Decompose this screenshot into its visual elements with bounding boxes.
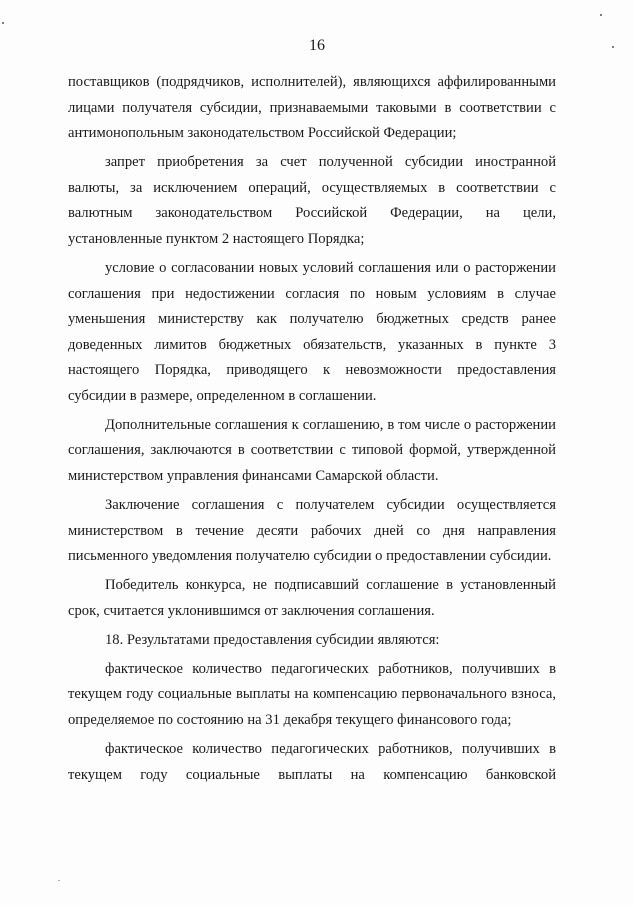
paragraph-currency-ban: запрет приобретения за счет полученной субсидии иностранной валюты, за исключением операций, осуществляемых в соответствии с валютным законодательством Российской Федерации, на цели, установленные пунктом 2 настоящего Порядка; xyxy=(68,154,556,247)
section-18-heading: 18. Результатами предоставления субсидии являются: xyxy=(105,631,440,648)
paragraph-additional-agreements: Дополнительные соглашения к соглашению, в том числе о расторжении соглашения, заключаются в соответствии с типовой формой, утвержденной министерством управления финансами Самарской области. xyxy=(68,416,556,485)
paragraph-result-bank-payment: фактическое количество педагогических работников, получивших в текущем году социальные выплаты на компенсацию банковской xyxy=(68,740,556,783)
paragraph-agreement-conditions: условие о согласовании новых условий соглашения или о расторжении соглашения при недостижении согласия по новым условиям в случае уменьшения министерству как получателю бюджетных средств ранее доведенных лимитов бюджетных обязательств, указанных в пункте 3 настоящего Порядка, приводящего к невозможности предоставления субсидии в размере, определенном в соглашении. xyxy=(68,259,556,404)
paragraph-suppliers-continuation: поставщиков (подрядчиков, исполнителей), являющихся аффилированными лицами получателя субсидии, признаваемыми таковыми в соответствии с антимонопольным законодательством Российской Федерации; xyxy=(68,74,556,142)
page-number: 16 xyxy=(309,37,325,54)
page-body xyxy=(68,70,556,792)
paragraph-contest-winner: Победитель конкурса, не подписавший соглашение в установленный срок, считается уклонившимся от заключения соглашения. xyxy=(68,577,556,619)
scan-speck xyxy=(612,46,614,48)
scan-speck xyxy=(600,14,602,16)
paragraph-result-first-payment: фактическое количество педагогических работников, получивших в текущем году социальные выплаты на компенсацию первоначального взноса, определяемое по состоянию на 31 декабря текущего финансового года; xyxy=(68,660,556,728)
paragraph-agreement-conclusion: Заключение соглашения с получателем субсидии осуществляется министерством в течение десяти рабочих дней со дня направления письменного уведомления получателю субсидии о предоставлении субсидии. xyxy=(68,497,556,565)
scan-speck xyxy=(58,880,60,881)
scan-speck xyxy=(2,22,4,24)
